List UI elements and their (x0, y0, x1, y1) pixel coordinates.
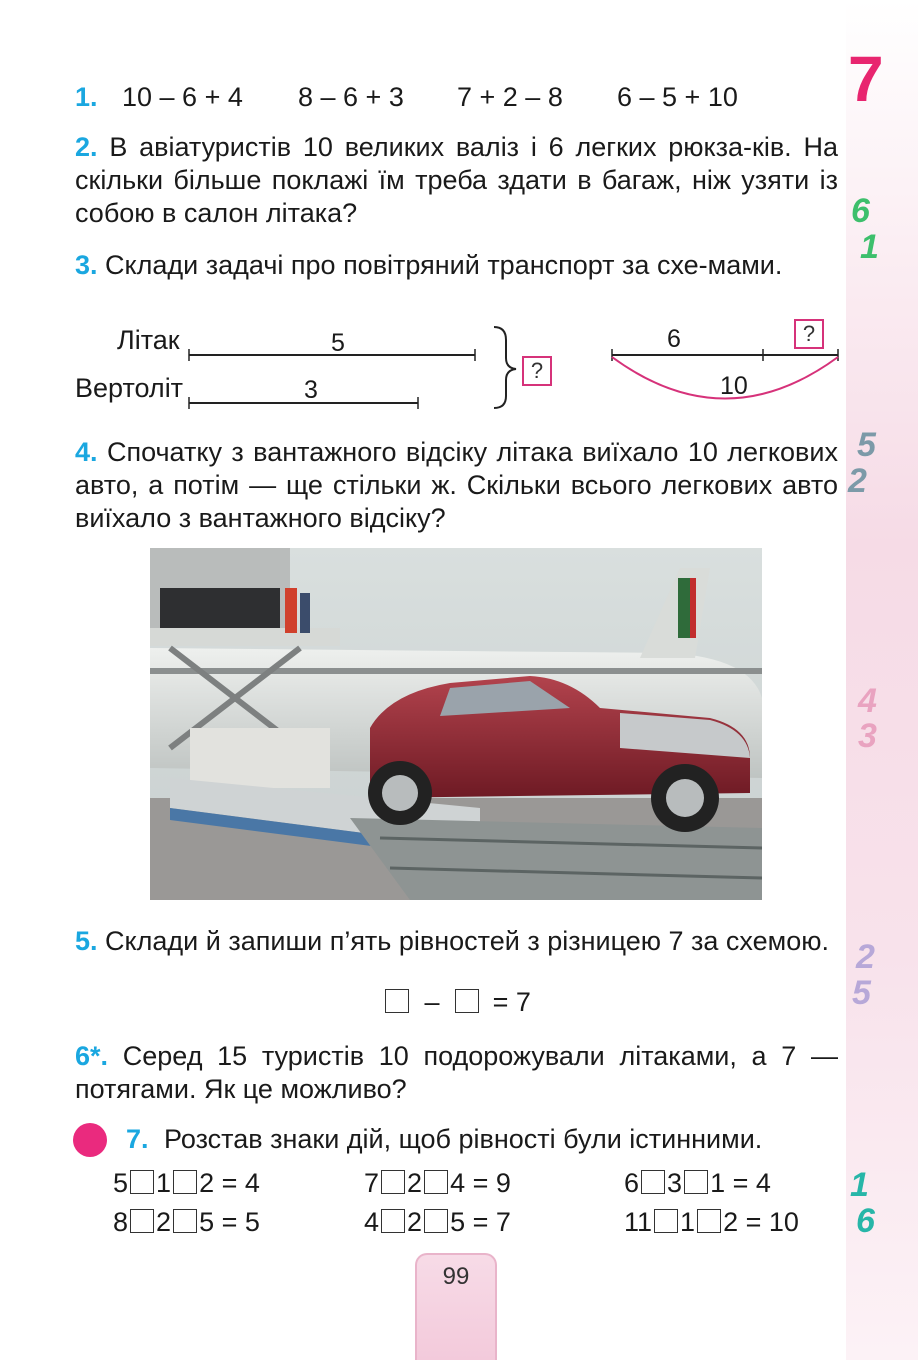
task1-expression: 10 – 6 + 4 (122, 82, 243, 112)
blank-box[interactable] (424, 1209, 448, 1233)
blank-box[interactable] (684, 1170, 708, 1194)
task7-heading (126, 1124, 762, 1155)
result: 5 = 7 (450, 1207, 511, 1237)
task6-text: Серед 15 туристів 10 подорожували літаками, а 7 — потягами. Як це можливо? (75, 1041, 838, 1104)
operand: 4 (364, 1207, 380, 1237)
task1-expression: 6 – 5 + 10 (617, 82, 738, 112)
side-number: 6 (856, 1202, 875, 1240)
side-number: 7 (848, 43, 884, 115)
task6 (75, 1040, 838, 1106)
blank-box[interactable] (173, 1170, 197, 1194)
heli-value: 3 (304, 376, 318, 404)
task1-expression: 7 + 2 – 8 (457, 82, 563, 112)
equation (364, 1207, 511, 1238)
result: 5 = 5 (199, 1207, 260, 1237)
result: 2 = 10 (723, 1207, 799, 1237)
equation (113, 1168, 260, 1199)
scheme-part-value: 6 (667, 325, 681, 353)
heli-label: Вертоліт (75, 373, 184, 403)
blank-box[interactable] (654, 1209, 678, 1233)
task7-text: Розстав знаки дій, щоб рівності були істинними. (164, 1124, 763, 1154)
blank-box[interactable] (455, 989, 479, 1013)
operand: 5 (113, 1168, 129, 1198)
task2-number: 2. (75, 132, 98, 162)
operand: 1 (680, 1207, 696, 1237)
blank-box[interactable] (424, 1170, 448, 1194)
blank-box[interactable] (381, 1170, 405, 1194)
blank-box[interactable] (381, 1209, 405, 1233)
plane-label: Літак (117, 325, 180, 355)
page-number: 99 (415, 1253, 497, 1360)
task3-text: Склади задачі про повітряний транспорт за схе-мами. (105, 250, 783, 280)
question-box: ? (522, 356, 552, 386)
equation (624, 1207, 799, 1238)
blank-box[interactable] (697, 1209, 721, 1233)
blank-box[interactable] (641, 1170, 665, 1194)
circle-marker (73, 1123, 107, 1157)
side-number: 1 (860, 228, 879, 266)
result: 2 = 4 (199, 1168, 260, 1198)
blank-box[interactable] (385, 989, 409, 1013)
side-number: 2 (848, 462, 867, 500)
operand: 3 (667, 1168, 683, 1198)
equals-seven: = 7 (492, 987, 531, 1017)
operand: 2 (156, 1207, 172, 1237)
side-number: 5 (852, 974, 871, 1012)
operand: 7 (364, 1168, 380, 1198)
cargo-car-photo (150, 548, 762, 900)
task6-number: 6*. (75, 1041, 109, 1071)
blank-box[interactable] (130, 1170, 154, 1194)
task4-text: Спочатку з вантажного відсіку літака виїхало 10 легкових авто, а потім — ще стільки ж. Скільки всього легкових авто виїхало з вантажного відсіку? (75, 437, 838, 533)
side-number: 4 (858, 682, 877, 720)
equation (364, 1168, 511, 1199)
question-box: ? (794, 319, 824, 349)
blank-box[interactable] (130, 1209, 154, 1233)
equation (113, 1207, 260, 1238)
task4-number: 4. (75, 437, 98, 467)
side-number: 1 (850, 1166, 869, 1204)
side-number: 3 (858, 717, 877, 755)
task7-number: 7. (126, 1124, 149, 1154)
equation (624, 1168, 771, 1199)
operand: 2 (407, 1168, 423, 1198)
segment-schemes (0, 0, 918, 420)
task1-expression: 8 – 6 + 3 (298, 82, 404, 112)
operand: 2 (407, 1207, 423, 1237)
operand: 6 (624, 1168, 640, 1198)
result: 4 = 9 (450, 1168, 511, 1198)
plane-value: 5 (331, 329, 345, 357)
minus-sign: – (424, 987, 440, 1017)
task1-number: 1. (75, 82, 98, 112)
operand: 11 (624, 1207, 653, 1237)
task5-number: 5. (75, 926, 98, 956)
side-number: 5 (857, 426, 876, 464)
task5 (75, 925, 838, 958)
task2-text: В авіатуристів 10 великих валіз і 6 легких рюкза-ків. На скільки більше поклажі їм треба здати в багаж, ніж узяти із собою в салон літака? (75, 132, 838, 228)
side-number: 6 (851, 192, 870, 230)
task3-number: 3. (75, 250, 98, 280)
operand: 1 (156, 1168, 172, 1198)
operand: 8 (113, 1207, 129, 1237)
task4 (75, 436, 838, 535)
result: 1 = 4 (710, 1168, 771, 1198)
side-number: 2 (856, 938, 875, 976)
blank-box[interactable] (173, 1209, 197, 1233)
task5-scheme (383, 987, 531, 1018)
task5-text: Склади й запиши п’ять рівностей з різницею 7 за схемою. (105, 926, 829, 956)
scheme-total-value: 10 (720, 372, 748, 400)
